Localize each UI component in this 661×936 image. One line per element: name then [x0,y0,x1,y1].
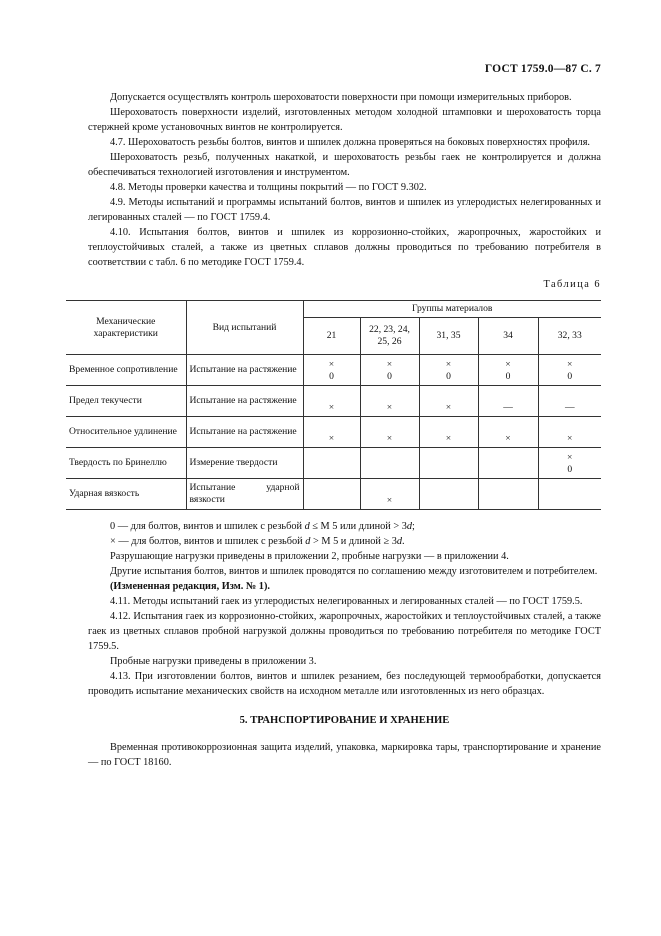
cell-mark: × 0 [360,355,419,386]
cell-mark [538,479,601,510]
section-paragraph: Временная противокоррозионная защита изделий, упаковка, маркировка тары, транспортирование и хранение — по ГОСТ 18160. [88,742,601,768]
cell-mark: — [538,386,601,417]
paragraph-4-7: 4.7. Шероховатость резьбы болтов, винтов и шпилек должна проверяться на боковых поверхностях профиля. [110,137,591,148]
table-row [66,448,601,479]
paragraph-4-13: 4.13. При изготовлении болтов, винтов и шпилек резанием, без последующей термообработки, допускается проводить испытание механических свойств на исходном металле или изготовленных из него образцах. [88,671,601,697]
cell-characteristic: Относительное удлинение [66,417,186,448]
paragraph-4-8: 4.8. Методы проверки качества и толщины покрытий — по ГОСТ 9.302. [110,182,427,193]
section-heading: 5. ТРАНСПОРТИРОВАНИЕ И ХРАНЕНИЕ [239,715,450,726]
cell-test-type: Измерение твердости [186,448,303,479]
cell-mark [303,448,360,479]
cell-mark: × 0 [538,448,601,479]
header-group: 32, 33 [538,318,601,355]
cell-mark: × [538,417,601,448]
cell-mark [360,448,419,479]
cell-mark: × [303,386,360,417]
cell-mark [419,448,478,479]
paragraph: Шероховатость поверхности изделий, изготовленных методом холодной штамповки и шероховатость торца стержней кроме установочных винтов не контролируется. [88,107,601,133]
note-zero: 0 — для болтов, винтов и шпилек с резьбой d ≤ М 5 или длиной > 3d; [110,521,415,532]
amendment-note: (Измененная редакция, Изм. № 1). [110,581,270,592]
table-row [66,417,601,448]
note-cross: × — для болтов, винтов и шпилек с резьбой d > М 5 и длиной ≥ 3d. [110,536,405,547]
paragraph: Шероховатость резьб, полученных накаткой, и шероховатость резьбы гаек не контролируется и должна обеспечиваться технологией изготовления и инструментом. [88,152,601,178]
cell-test-type: Испытание на растяжение [186,417,303,448]
cell-mark: × [360,479,419,510]
cell-characteristic: Предел текучести [66,386,186,417]
header-test-type: Вид испытаний [186,301,303,355]
header-group: 31, 35 [419,318,478,355]
cell-mark: × 0 [478,355,538,386]
header-group: 34 [478,318,538,355]
paragraph-4-10: 4.10. Испытания болтов, винтов и шпилек из коррозионно-стойких, жаропрочных, жаростойких и теплоустойчивых сталей, а также из цветных сплавов должны проводиться по требованию потребителя в соответствии с табл. 6 по методике ГОСТ 1759.4. [88,227,601,268]
paragraph: Другие испытания болтов, винтов и шпилек проводятся по соглашению между изготовителем и потребителем. [110,566,598,577]
cell-mark: × [419,386,478,417]
paragraph: Пробные нагрузки приведены в приложении 3. [110,656,317,667]
header-material-groups: Группы материалов [303,301,601,318]
table-notes [88,519,601,549]
table-6 [66,300,601,510]
cell-mark: × 0 [303,355,360,386]
cell-characteristic: Твердость по Бринеллю [66,448,186,479]
cell-test-type: Испытание на растяжение [186,386,303,417]
paragraph-4-9: 4.9. Методы испытаний и программы испытаний болтов, винтов и шпилек из углеродистых нелегированных и легированных сталей — по ГОСТ 1759.4. [88,197,601,223]
cell-mark [303,479,360,510]
paragraph-4-12: 4.12. Испытания гаек из коррозионно-стойких, жаропрочных, жаростойких и теплоустойчивых сталей, а также гаек из цветных сплавов пробной нагрузкой должны проводиться по требованию потребителя по методике ГОСТ 1759.5. [88,611,601,652]
cell-mark: — [478,386,538,417]
cell-mark [478,448,538,479]
table-row [66,386,601,417]
cell-mark: × [303,417,360,448]
cell-mark: × [419,417,478,448]
cell-mark: × [360,417,419,448]
cell-mark: × [360,386,419,417]
cell-characteristic: Временное сопротивление [66,355,186,386]
document-body [69,90,601,770]
header-group: 21 [303,318,360,355]
page-header: ГОСТ 1759.0—87 С. 7 [484,63,601,75]
table-row [66,479,601,510]
paragraph: Разрушающие нагрузки приведены в приложении 2, пробные нагрузки — в приложении 4. [110,551,509,562]
cell-mark [478,479,538,510]
header-characteristics: Механические характеристики [66,301,186,355]
header-group: 22, 23, 24, 25, 26 [360,318,419,355]
table-caption: Таблица 6 [543,279,601,290]
cell-test-type: Испытание на растяжение [186,355,303,386]
cell-mark: × [478,417,538,448]
table-row [66,355,601,386]
cell-mark: × 0 [419,355,478,386]
paragraph: Допускается осуществлять контроль шероховатости поверхности при помощи измерительных приборов. [110,92,572,103]
cell-characteristic: Ударная вязкость [66,479,186,510]
paragraph-4-11: 4.11. Методы испытаний гаек из углеродистых нелегированных и легированных сталей — по ГОСТ 1759.5. [110,596,583,607]
cell-mark: × 0 [538,355,601,386]
cell-test-type: Испытание ударной вязкости [186,479,303,510]
cell-mark [419,479,478,510]
